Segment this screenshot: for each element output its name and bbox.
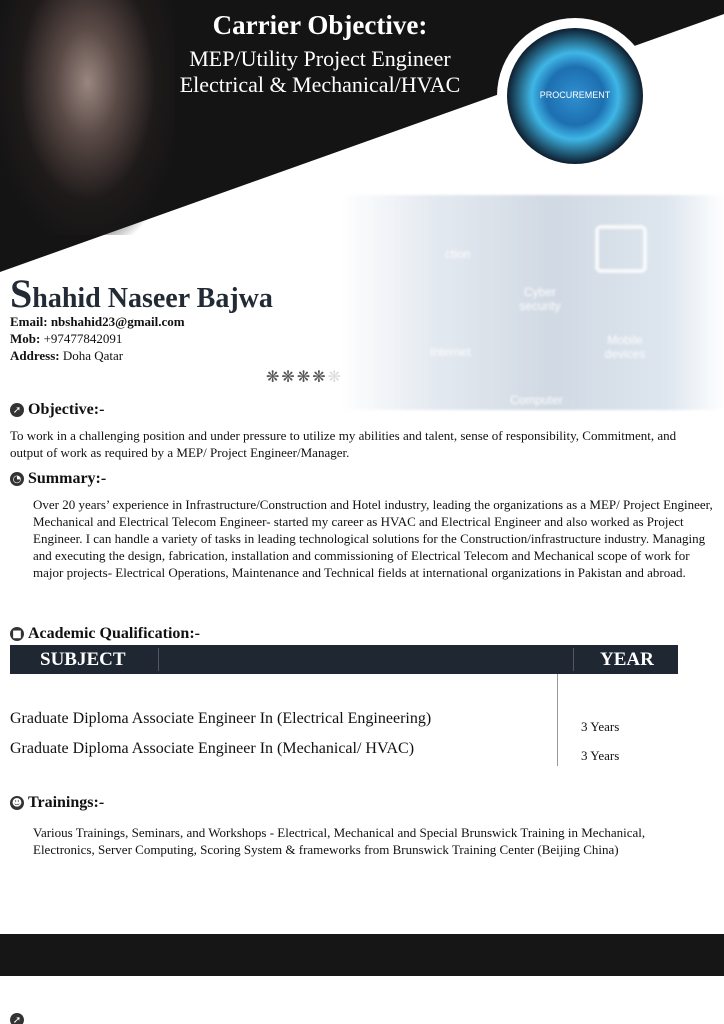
rating-star-icon: ❋ bbox=[327, 367, 344, 386]
address-value: Doha Qatar bbox=[62, 348, 124, 363]
trainings-title: Trainings:- bbox=[28, 794, 105, 811]
rating-star-icon: ❋ bbox=[266, 367, 282, 386]
academic-heading bbox=[10, 625, 200, 643]
summary-text: Over 20 years’ experience in Infrastructure/Construction and Hotel industry, leading the organizations as a MEP/ Project Engineer, Mechanical and Electrical Telecom Engineer- started my career as HVAC and Electrical Engineer and also worked as Project Engineer. I can handle a variety of tasks in leading technological solutions for the Construction/infrastructure industry. Managing and executing the design, fabrication, installation and commissioning of Electrical Telecom and Mechanical scope of work for major projects- Electrical Operations, Maintenance and Technical fields at international organizations in Pakistan and abroad. bbox=[33, 497, 713, 580]
logo-text: PROCUREMENT bbox=[539, 90, 611, 100]
column-subject: SUBJECT bbox=[40, 649, 126, 670]
rating-star-icon: ❋ bbox=[312, 367, 328, 386]
contact-info bbox=[10, 313, 185, 364]
trainings-icon: ☻ bbox=[11, 797, 23, 809]
profile-photo bbox=[0, 0, 175, 235]
objective-text: To work in a challenging position and under pressure to utilize my abilities and talent, sense of responsibility, Commitment, and output of work as required by a MEP/ Project Engineer/Manager. bbox=[10, 428, 677, 460]
mob-label: Mob: bbox=[10, 331, 41, 346]
column-year: YEAR bbox=[600, 649, 654, 670]
name-rest: hahid Naseer Bajwa bbox=[32, 283, 273, 314]
table-divider bbox=[557, 674, 558, 766]
banner-title: Carrier Objective: bbox=[212, 10, 428, 40]
candidate-name bbox=[10, 270, 273, 317]
table-row-subject: Graduate Diploma Associate Engineer In (Mechanical/ HVAC) bbox=[10, 740, 415, 757]
summary-heading bbox=[10, 470, 106, 488]
email-label: Email: bbox=[10, 314, 48, 329]
table-row-subject: Graduate Diploma Associate Engineer In (Electrical Engineering) bbox=[10, 710, 432, 727]
academic-title: Academic Qualification:- bbox=[28, 625, 200, 642]
rating-star-icon: ❋ bbox=[296, 367, 313, 386]
banner-role-line2: Electrical & Mechanical/HVAC bbox=[179, 72, 461, 97]
email-value[interactable]: nbshahid23@gmail.com bbox=[50, 314, 185, 329]
objective-heading bbox=[10, 401, 104, 419]
banner-role-line1: MEP/Utility Project Engineer bbox=[189, 46, 451, 71]
objective-title: Objective:- bbox=[28, 401, 105, 418]
table-row-year: 3 Years bbox=[581, 748, 620, 763]
mob-value: +97477842091 bbox=[43, 331, 123, 346]
rating-star-icon: ❋ bbox=[281, 367, 297, 386]
hex-label: Internet bbox=[430, 345, 471, 359]
qualification-table-header bbox=[10, 645, 678, 674]
hex-label: Mobile devices bbox=[604, 333, 646, 361]
hex-label: ction bbox=[445, 247, 471, 261]
summary-icon: ◔ bbox=[10, 472, 24, 486]
academic-icon: ■ bbox=[10, 627, 24, 641]
summary-title: Summary:- bbox=[28, 470, 107, 487]
hex-label: Computer bbox=[510, 393, 563, 407]
trainings-heading bbox=[10, 794, 104, 812]
table-row-year: 3 Years bbox=[581, 719, 620, 734]
procurement-logo bbox=[497, 18, 653, 174]
name-initial: S bbox=[10, 271, 33, 316]
trainings-text: Various Trainings, Seminars, and Workshops - Electrical, Mechanical and Special Brunswick Training in Mechanical, Electronics, Server Computing, Scoring System & frameworks from Brunswick Training Center (Beijing China) bbox=[33, 825, 646, 857]
footer-band bbox=[0, 934, 724, 976]
address-label: Address: bbox=[10, 348, 60, 363]
hex-label: Cyber security bbox=[519, 285, 561, 313]
objective-icon: ➚ bbox=[10, 403, 24, 417]
next-section-icon: ➚ bbox=[10, 1013, 24, 1024]
rating-stars bbox=[266, 367, 343, 386]
